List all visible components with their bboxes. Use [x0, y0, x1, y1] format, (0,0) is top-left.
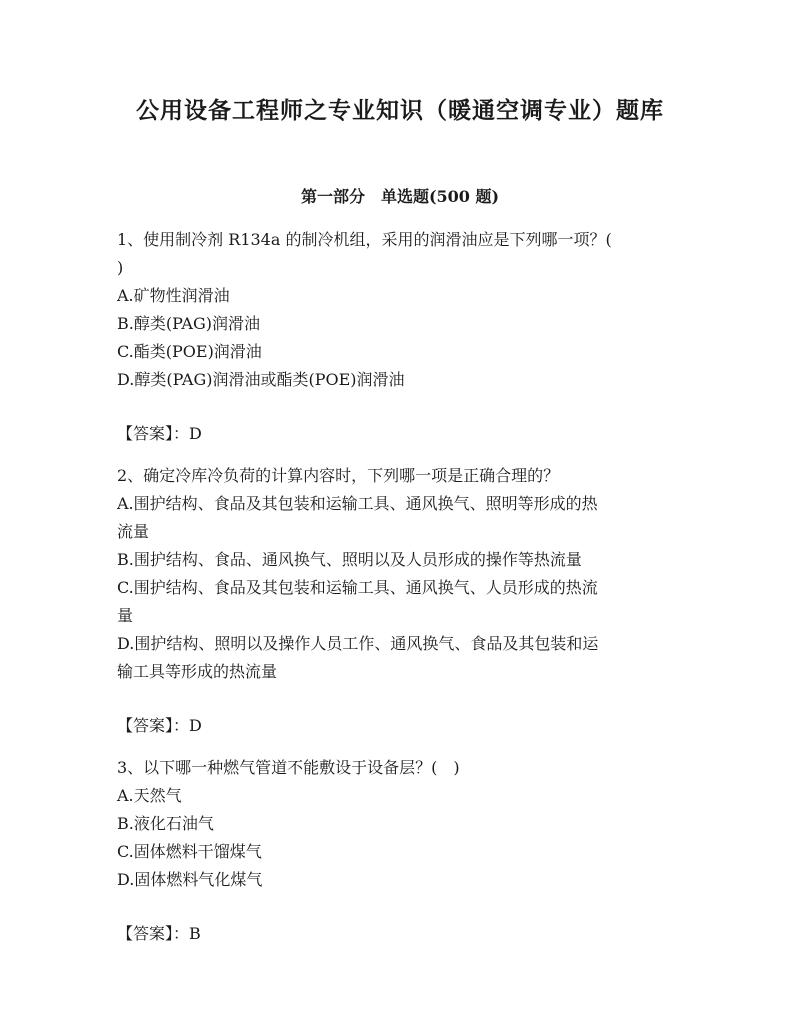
option-d: D.醇类(PAG)润滑油或酯类(POE)润滑油: [117, 370, 405, 389]
answer-line: 【答案】：B: [117, 924, 201, 943]
option-d: D.固体燃料气化煤气: [117, 870, 263, 889]
section-heading: 第一部分 单选题(500 题): [300, 187, 500, 206]
option-c: C.酯类(POE)润滑油: [117, 342, 262, 361]
stem-line: 3、以下哪一种燃气管道不能敷设于设备层？( ): [117, 758, 460, 777]
option-a: A.天然气: [117, 786, 182, 805]
question-list: [117, 226, 685, 962]
option-c: C.围护结构、食品及其包装和运输工具、通风换气、人员形成的热流 量: [117, 578, 598, 625]
stem-line: 1、使用制冷剂 R134a 的制冷机组，采用的润滑油应是下列哪一项？(: [117, 230, 612, 249]
question-1: [117, 226, 685, 448]
document-title: 公用设备工程师之专业知识（暖通空调专业）题库: [136, 97, 664, 124]
question-stem: [117, 462, 685, 490]
option-c: C.固体燃料干馏煤气: [117, 842, 262, 861]
question-stem: [117, 226, 685, 282]
option-a: A.矿物性润滑油: [117, 286, 230, 305]
answer-line: 【答案】：D: [117, 716, 202, 735]
option-d: D.围护结构、照明以及操作人员工作、通风换气、食品及其包装和运 输工具等形成的热流量: [117, 634, 599, 681]
question-3: [117, 754, 685, 948]
question-stem: [117, 754, 685, 782]
option-b: B.醇类(PAG)润滑油: [117, 314, 260, 333]
option-b: B.液化石油气: [117, 814, 214, 833]
answer-line: 【答案】：D: [117, 424, 202, 443]
stem-line: 2、确定冷库冷负荷的计算内容时，下列哪一项是正确合理的？: [117, 466, 560, 485]
option-a: A.围护结构、食品及其包装和运输工具、通风换气、照明等形成的热 流量: [117, 494, 598, 541]
stem-line: ): [117, 258, 124, 277]
option-b: B.围护结构、食品、通风换气、照明以及人员形成的操作等热流量: [117, 550, 582, 569]
question-2: [117, 462, 685, 740]
